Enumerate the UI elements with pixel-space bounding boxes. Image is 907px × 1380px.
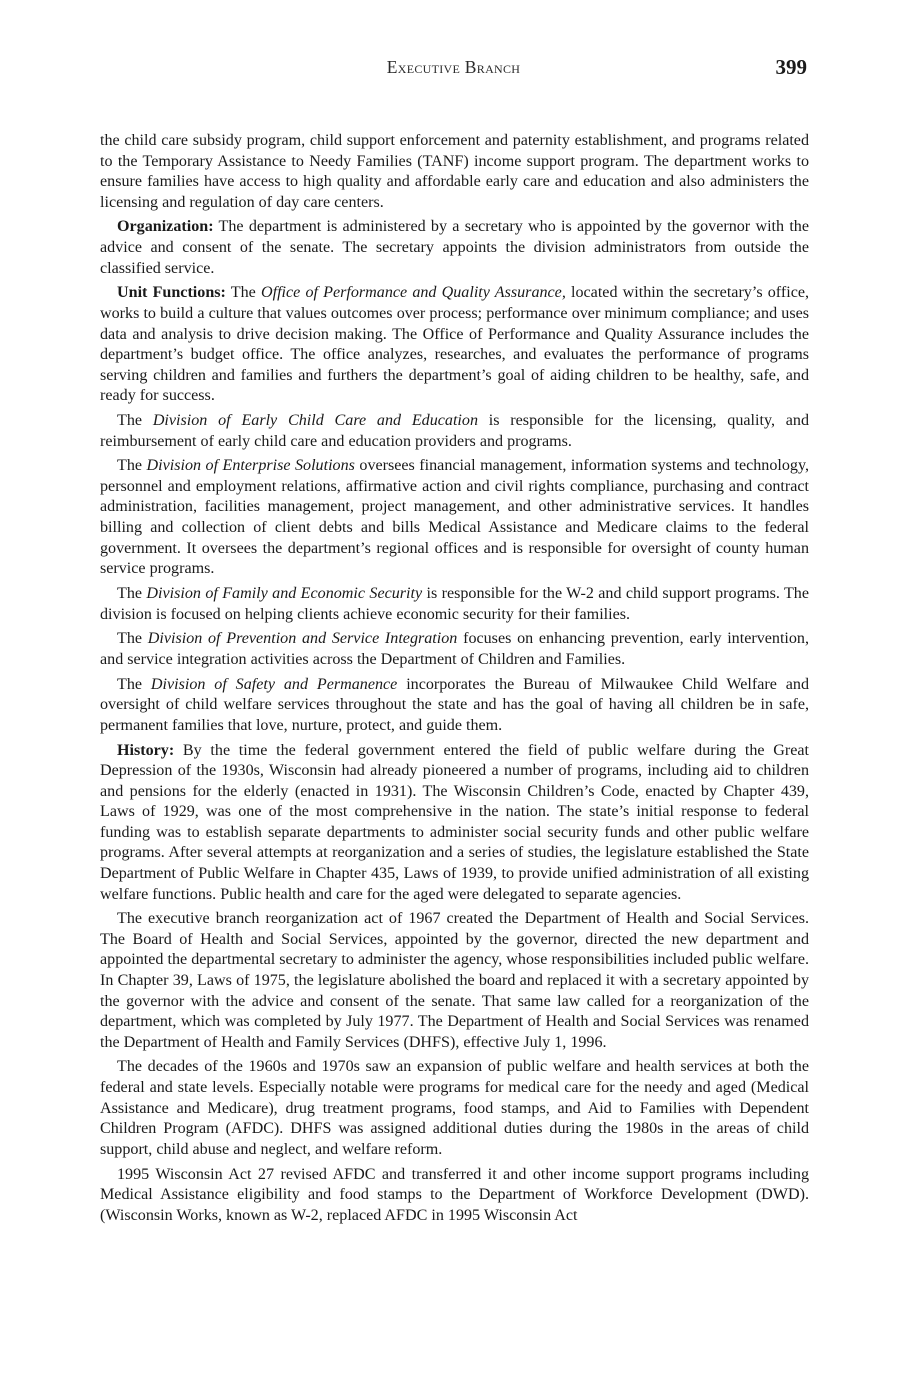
organization-heading: Organization:: [117, 218, 214, 236]
paragraph-unit-functions: [100, 283, 809, 406]
paragraph-act-1995: 1995 Wisconsin Act 27 revised AFDC and transferred it and other income support programs including Medical Assistance eligibility and food stamps to the Department of Workforce Development (DWD). (Wisconsin Works, known as W-2, replaced AFDC in 1995 Wisconsin Act: [100, 1165, 809, 1224]
body-text: [100, 131, 809, 1230]
division-name: Division of Family and Economic Security: [146, 584, 423, 602]
paragraph-organization: [100, 217, 809, 279]
paragraph-history: [100, 741, 809, 905]
unit-functions-heading: Unit Functions:: [117, 284, 226, 302]
paragraph-division-enterprise-solutions: [100, 456, 809, 579]
running-head: [100, 57, 807, 81]
paragraph-division-early-child-care: [100, 411, 809, 452]
organization-text: The department is administered by a secretary who is appointed by the governor with the advice and consent of the senate. The secretary appoints the division administrators from outside the classified service.: [100, 218, 809, 277]
division-name: Division of Prevention and Service Integration: [147, 630, 458, 648]
header-title: Executive Branch: [386, 57, 521, 77]
division-text: focuses on enhancing prevention, early intervention, and service integration activities across the Department of Children and Families.: [100, 630, 810, 668]
history-heading: History:: [117, 741, 175, 759]
division-pre: The: [117, 584, 147, 602]
paragraph-decades: The decades of the 1960s and 1970s saw an expansion of public welfare and health services at both the federal and state levels. Especially notable were programs for medical care for the needy and aged (Medical Assistance and Medicare), drug treatment programs, food stamps, and Aid to Families with Dependent Children Program (AFDC). DHFS was assigned additional duties during the 1980s in the areas of child support, child abuse and neglect, and welfare reform.: [100, 1058, 809, 1158]
paragraph-reorganization-1967: The executive branch reorganization act of 1967 created the Department of Health and Social Services. The Board of Health and Social Services, appointed by the governor, directed the new department and appointed the departmental secretary to administer the agency, whose responsibilities included public welfare. In Chapter 39, Laws of 1975, the legislature abolished the board and replaced it with a secretary appointed by the governor with the advice and consent of the senate. That same law called for a reorganization of the department, which was completed by July 1977. The Department of Health and Social Services was renamed the Department of Health and Family Services (DHFS), effective July 1, 1996.: [100, 910, 809, 1051]
office-name: Office of Performance and Quality Assurance,: [260, 284, 566, 302]
paragraph-division-safety-permanence: [100, 675, 809, 737]
unit-functions-pre: The: [225, 284, 261, 302]
division-pre: The: [117, 412, 153, 429]
paragraph-continuation: the child care subsidy program, child support enforcement and paternity establishment, and programs related to the Temporary Assistance to Needy Families (TANF) income support program. The department works to ensure families have access to high quality and affordable early care and education and also administers the licensing and regulation of day care centers.: [100, 132, 809, 211]
paragraph-division-prevention: [100, 629, 809, 670]
page-number: 399: [775, 55, 807, 79]
unit-functions-text: located within the secretary’s office, works to build a culture that values outcomes over process; performance over minimum compliance; and uses data and analysis to drive decision making. The Office of Performance and Quality Assurance includes the department’s budget office. The office analyzes, researches, and evaluates the performance of programs serving children and families and furthers the department’s goal of aiding children to be healthy, safe, and ready for success.: [100, 284, 809, 405]
division-text: is responsible for the licensing, quality, and reimbursement of early child care and education providers and programs.: [100, 412, 810, 450]
division-name: Division of Early Child Care and Education: [152, 412, 478, 429]
paragraph-division-family-economic-security: [100, 584, 809, 625]
division-name: Division of Safety and Permanence: [150, 675, 398, 693]
division-text: oversees financial management, information systems and technology, personnel and employment relations, affirmative action and civil rights compliance, purchasing and contract administration, facilities management, project management, and other administrative services. It handles billing and collection of client debts and bills Medical Assistance and Medicare claims to the federal government. It oversees the department’s regional offices and is responsible for oversight of county human service programs.: [100, 457, 809, 578]
division-text: incorporates the Bureau of Milwaukee Child Welfare and oversight of child welfare services throughout the state and has the goal of having all children be in safe, permanent families that love, nurture, protect, and guide them.: [100, 675, 810, 734]
division-pre: The: [117, 630, 148, 648]
history-text: By the time the federal government entered the field of public welfare during the Great Depression of the 1930s, Wisconsin had already pioneered a number of programs, including aid to children and pensions for the elderly (enacted in 1931). The Wisconsin Children’s Code, enacted by Chapter 439, Laws of 1929, was one of the most comprehensive in the nation. The state’s initial response to federal funding was to establish separate departments to administer social security funds and other public welfare programs. After several attempts at reorganization and a series of studies, the legislature established the State Department of Public Welfare in Chapter 435, Laws of 1939, to provide unified administration of all existing welfare functions. Public health and care for the aged were delegated to separate agencies.: [100, 741, 809, 903]
division-pre: The: [117, 675, 151, 693]
division-pre: The: [117, 457, 147, 475]
division-name: Division of Enterprise Solutions: [146, 457, 355, 475]
division-text: is responsible for the W-2 and child support programs. The division is focused on helping clients achieve economic security for their families.: [100, 584, 809, 623]
